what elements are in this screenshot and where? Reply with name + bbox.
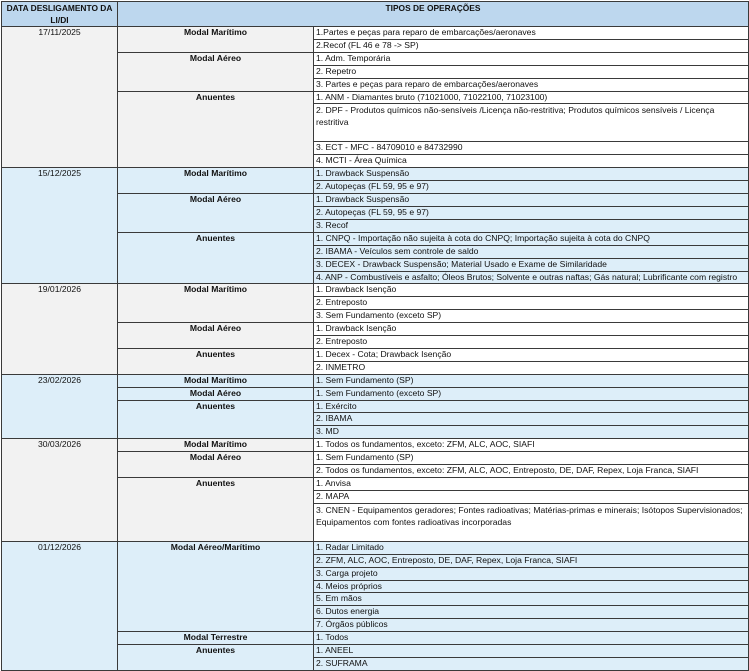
table-row	[2, 27, 749, 40]
modal-label: Modal Aéreo	[118, 52, 314, 91]
cutoff-date: 19/01/2026	[2, 284, 118, 374]
operation-item: 1. Drawback Isenção	[314, 323, 749, 336]
operation-item: 2. IBAMA - Veículos sem controle de saldo	[314, 245, 749, 258]
operation-item: 2. ZFM, ALC, AOC, Entreposto, DE, DAF, Repex, Loja Franca, SIAFI	[314, 554, 749, 567]
operation-item: 2. Entreposto	[314, 297, 749, 310]
operation-item: 1. Sem Fundamento (exceto SP)	[314, 387, 749, 400]
operation-item: 3. Carga projeto	[314, 567, 749, 580]
operation-item: 2. MAPA	[314, 490, 749, 503]
operation-item: 5. Em mãos	[314, 593, 749, 606]
modal-label: Anuentes	[118, 91, 314, 168]
operation-item: 1. Exército	[314, 400, 749, 413]
modal-label: Modal Aéreo/Marítimo	[118, 541, 314, 631]
operation-item: 4. MCTI - Área Química	[314, 155, 749, 168]
operation-item: 2. SUFRAMA	[314, 657, 749, 670]
operation-item: 2. INMETRO	[314, 361, 749, 374]
cutoff-date: 17/11/2025	[2, 27, 118, 168]
modal-label: Modal Aéreo	[118, 387, 314, 400]
table-header-row	[2, 2, 749, 27]
cutoff-date: 01/12/2026	[2, 541, 118, 670]
table-row	[2, 439, 749, 452]
operation-item: 1. Sem Fundamento (SP)	[314, 374, 749, 387]
operation-item: 4. ANP - Combustíveis e asfalto; Óleos Brutos; Solvente e outras naftas; Gás natural; Lubrificante com registro	[314, 271, 749, 284]
cutoff-date: 23/02/2026	[2, 374, 118, 439]
operation-item: 2. DPF - Produtos químicos não-sensíveis /Licença não-restritiva; Produtos químicos sensíveis / Licença restritiva	[314, 104, 749, 142]
table-row	[2, 541, 749, 554]
operation-item: 1. ANM - Diamantes bruto (71021000, 71022100, 71023100)	[314, 91, 749, 104]
operation-item: 3. ECT - MFC - 84709010 e 84732990	[314, 142, 749, 155]
modal-label: Modal Marítimo	[118, 168, 314, 194]
operation-item: 1. Sem Fundamento (SP)	[314, 452, 749, 465]
operation-item: 2. Repetro	[314, 65, 749, 78]
operation-item: 1. ANEEL	[314, 645, 749, 658]
modal-label: Modal Marítimo	[118, 27, 314, 53]
operation-item: 3. MD	[314, 426, 749, 439]
modal-label: Anuentes	[118, 348, 314, 374]
modal-label: Anuentes	[118, 645, 314, 671]
modal-label: Modal Aéreo	[118, 452, 314, 478]
operation-item: 7. Órgãos públicos	[314, 619, 749, 632]
operations-schedule-table	[1, 1, 749, 671]
operation-item: 2. IBAMA	[314, 413, 749, 426]
operation-item: 3. Sem Fundamento (exceto SP)	[314, 310, 749, 323]
modal-label: Anuentes	[118, 232, 314, 284]
operation-item: 2. Entreposto	[314, 336, 749, 349]
table-row	[2, 168, 749, 181]
operation-item: 1. Todos os fundamentos, exceto: ZFM, ALC, AOC, SIAFI	[314, 439, 749, 452]
table-row	[2, 284, 749, 297]
modal-label: Modal Marítimo	[118, 374, 314, 387]
operation-item: 1. Adm. Temporária	[314, 52, 749, 65]
operation-item: 1. Todos	[314, 632, 749, 645]
operation-item: 3. Partes e peças para reparo de embarcações/aeronaves	[314, 78, 749, 91]
modal-label: Modal Terrestre	[118, 632, 314, 645]
operation-item: 2. Todos os fundamentos, exceto: ZFM, ALC, AOC, Entreposto, DE, DAF, Repex, Loja Franca, SIAFI	[314, 465, 749, 478]
header-operations: TIPOS DE OPERAÇÕES	[118, 2, 749, 27]
table-body	[2, 27, 749, 671]
operation-item: 1. Drawback Suspensão	[314, 168, 749, 181]
operation-item: 1.Partes e peças para reparo de embarcações/aeronaves	[314, 27, 749, 40]
modal-label: Modal Marítimo	[118, 284, 314, 323]
operation-item: 2. Autopeças (FL 59, 95 e 97)	[314, 181, 749, 194]
modal-label: Modal Aéreo	[118, 323, 314, 349]
operation-item: 3. Recof	[314, 219, 749, 232]
operation-item: 1. Radar Limitado	[314, 541, 749, 554]
operation-item: 3. DECEX - Drawback Suspensão; Material Usado e Exame de Similaridade	[314, 258, 749, 271]
header-date: DATA DESLIGAMENTO DA LI/DI	[2, 2, 118, 27]
modal-label: Anuentes	[118, 400, 314, 439]
operation-item: 1. Anvisa	[314, 478, 749, 491]
operation-item: 4. Meios próprios	[314, 580, 749, 593]
modal-label: Modal Marítimo	[118, 439, 314, 452]
modal-label: Anuentes	[118, 478, 314, 542]
modal-label: Modal Aéreo	[118, 194, 314, 233]
operation-item: 2. Autopeças (FL 59, 95 e 97)	[314, 206, 749, 219]
operation-item: 3. CNEN - Equipamentos geradores; Fontes radioativas; Matérias-primas e minerais; Isótopos Supervisionados; Equipamentos com fontes radioativas incorporadas	[314, 503, 749, 541]
cutoff-date: 30/03/2026	[2, 439, 118, 542]
operation-item: 1. Decex - Cota; Drawback Isenção	[314, 348, 749, 361]
operation-item: 6. Dutos energia	[314, 606, 749, 619]
operation-item: 1. Drawback Isenção	[314, 284, 749, 297]
operation-item: 2.Recof (FL 46 e 78 -> SP)	[314, 39, 749, 52]
table-row	[2, 374, 749, 387]
operation-item: 1. CNPQ - Importação não sujeita à cota do CNPQ; Importação sujeita à cota do CNPQ	[314, 232, 749, 245]
operation-item: 1. Drawback Suspensão	[314, 194, 749, 207]
cutoff-date: 15/12/2025	[2, 168, 118, 284]
